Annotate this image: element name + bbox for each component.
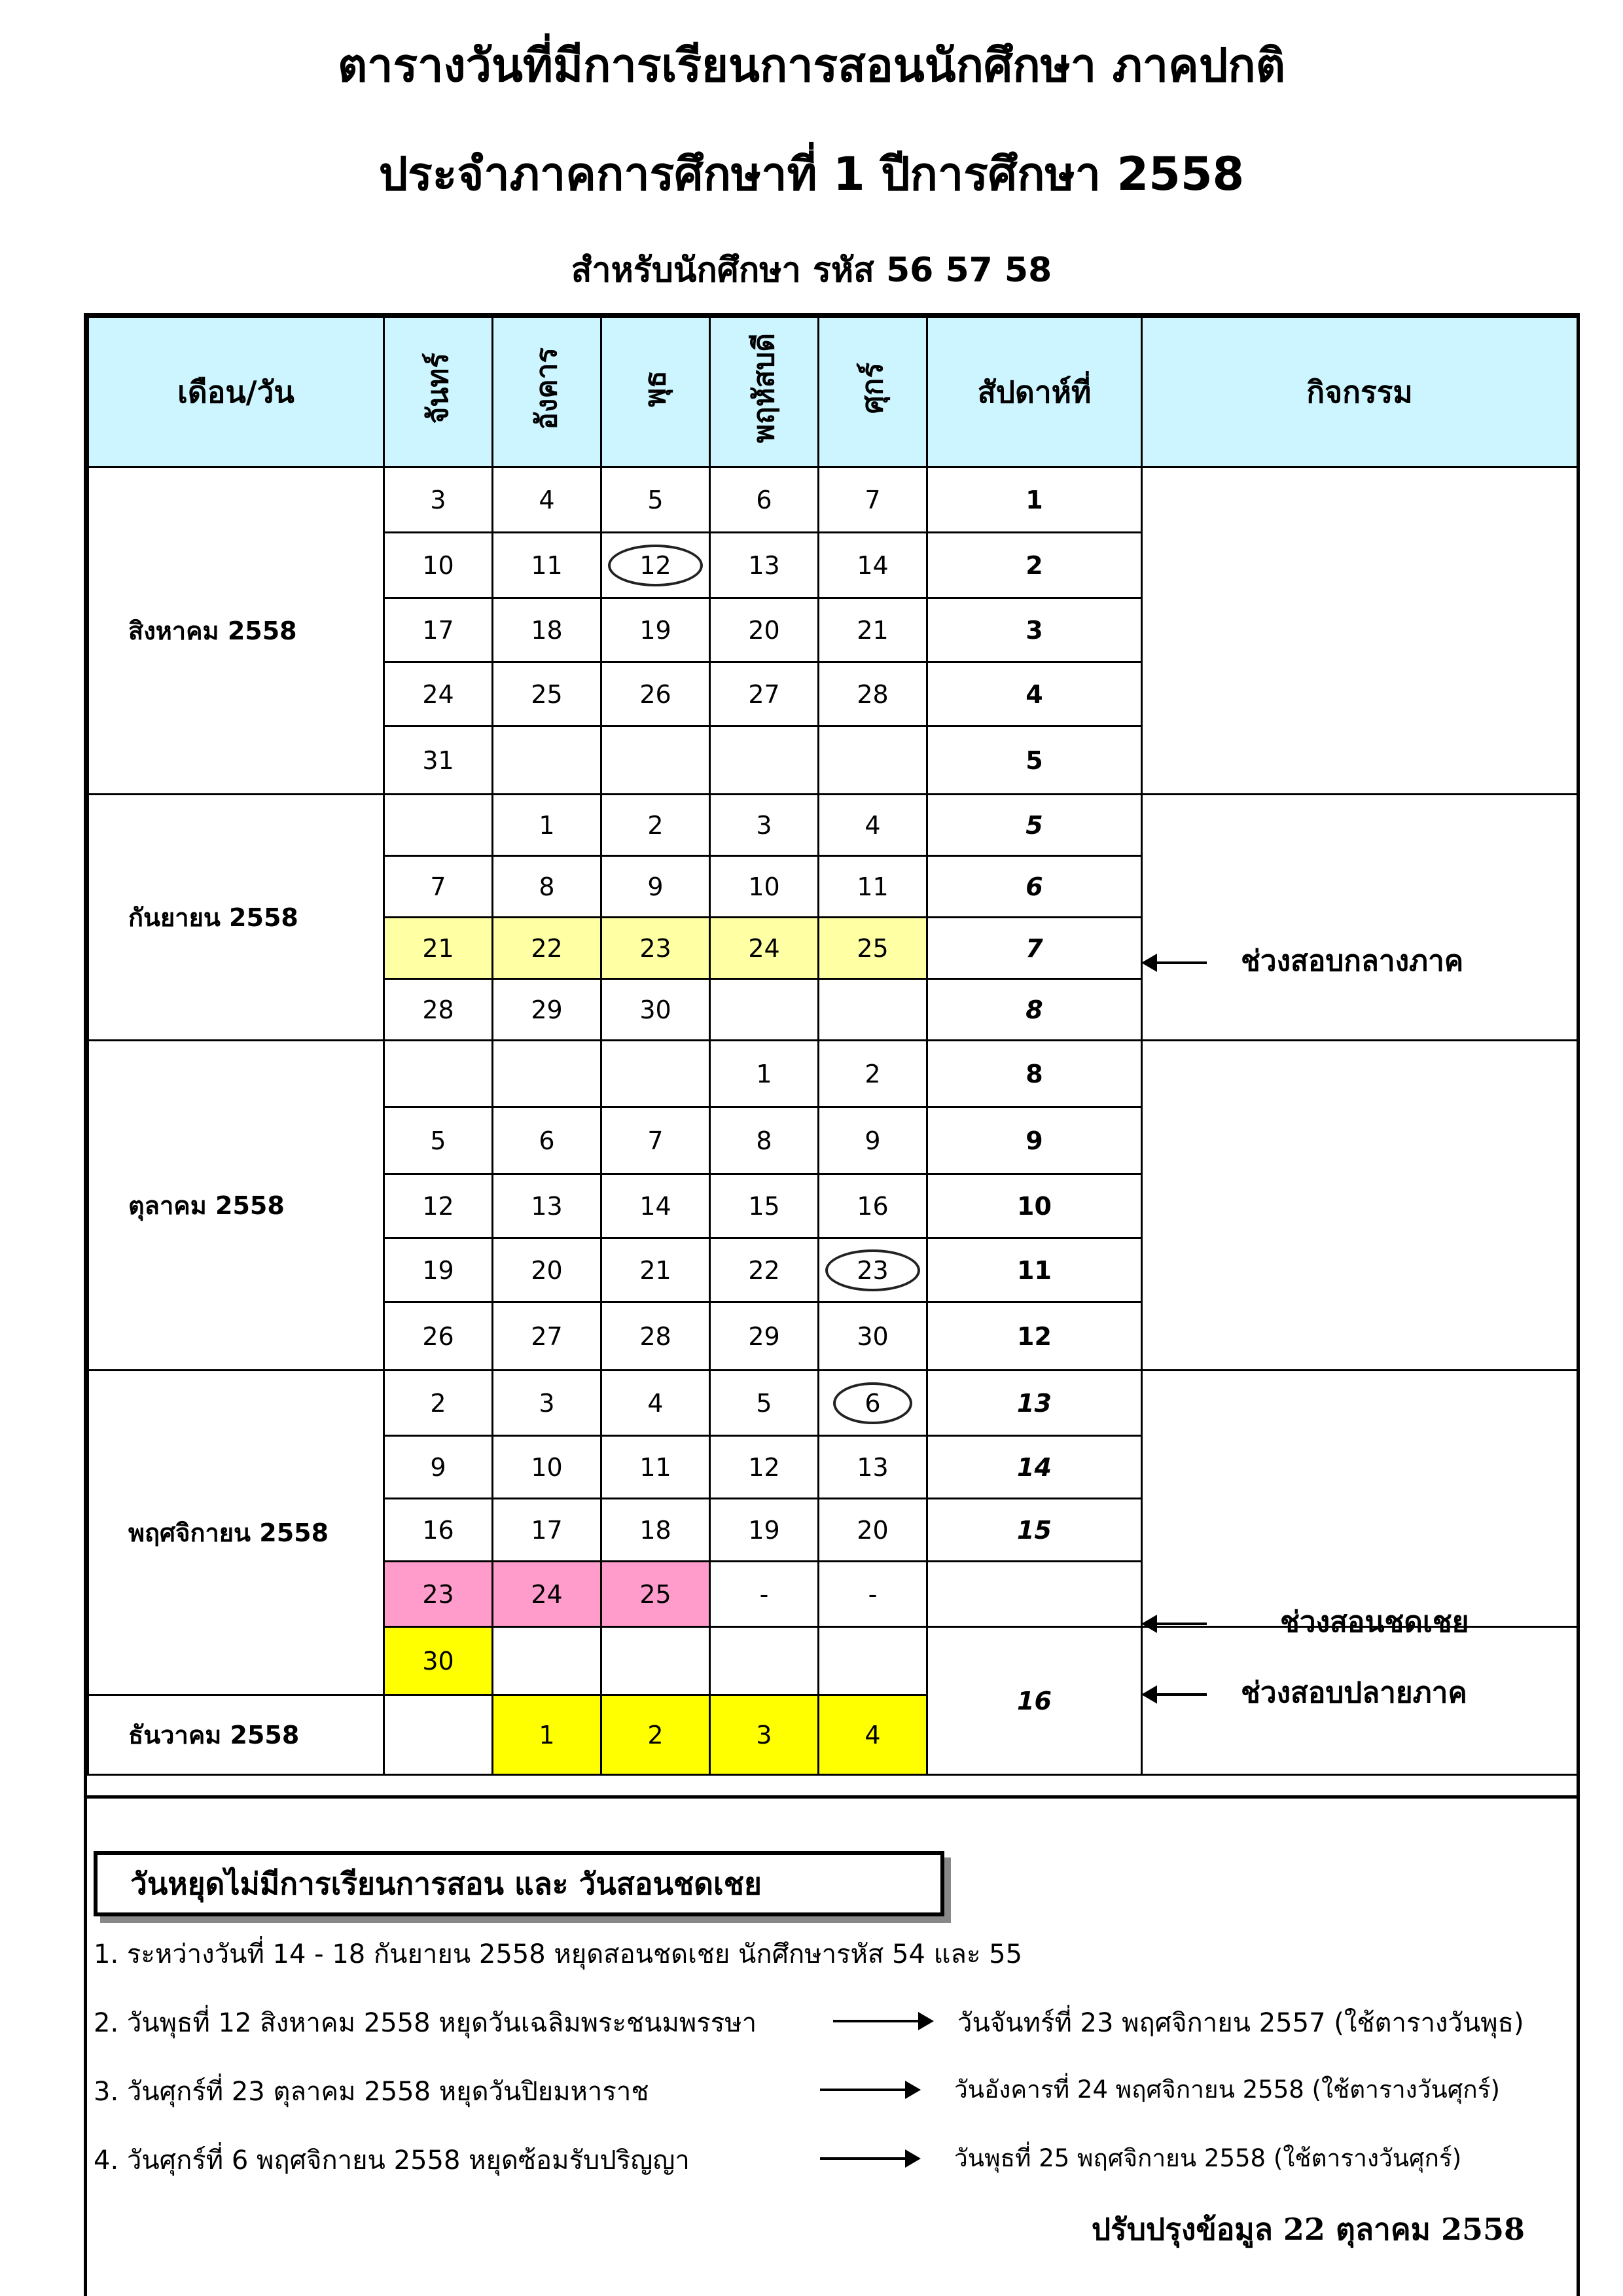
day-cell: 13 (819, 1436, 927, 1499)
month-label: ธันวาคม 2558 (88, 1695, 384, 1775)
day-cell: 9 (819, 1107, 927, 1174)
day-cell: 12 (384, 1174, 493, 1238)
day-cell: 5 (601, 467, 710, 533)
day-cell: 2 (819, 1041, 927, 1107)
day-cell: 1 (493, 795, 601, 856)
day-cell: 21 (384, 918, 493, 979)
activity-cell (1142, 1041, 1578, 1371)
day-cell: 30 (384, 1627, 493, 1695)
day-cell (384, 1695, 493, 1775)
day-cell: 27 (493, 1302, 601, 1371)
day-cell: 28 (601, 1302, 710, 1371)
day-cell: 14 (819, 533, 927, 598)
col-friday: ศุกร์ (819, 317, 927, 467)
month-label: ตุลาคม 2558 (88, 1041, 384, 1371)
day-cell: 11 (819, 856, 927, 918)
week-number: 9 (927, 1107, 1142, 1174)
day-cell: 17 (384, 598, 493, 662)
day-cell: 4 (819, 795, 927, 856)
day-cell (493, 726, 601, 795)
note-1: 1. ระหว่างวันที่ 14 - 18 กันยายน 2558 หยุดสอนชดเชย นักศึกษารหัส 54 และ 55 (94, 1939, 1023, 1969)
day-cell: 15 (710, 1174, 819, 1238)
week-number: 11 (927, 1238, 1142, 1302)
day-cell: 4 (493, 467, 601, 533)
week-number: 5 (927, 795, 1142, 856)
day-cell: - (710, 1562, 819, 1627)
page-title: ตารางวันที่มีการเรียนการสอนนักศึกษา ภาคปกติ (337, 39, 1286, 92)
day-cell: 29 (493, 979, 601, 1041)
day-cell: 31 (384, 726, 493, 795)
activity-cell (1142, 467, 1578, 795)
day-cell: 13 (493, 1174, 601, 1238)
day-cell: 7 (384, 856, 493, 918)
day-cell: 19 (710, 1499, 819, 1562)
week-number: 8 (927, 979, 1142, 1041)
day-cell: 23 (819, 1238, 927, 1302)
day-cell: 25 (601, 1562, 710, 1627)
day-cell (384, 1041, 493, 1107)
day-cell (601, 1041, 710, 1107)
day-cell: 8 (710, 1107, 819, 1174)
arrow-right-icon (820, 2157, 918, 2160)
day-cell: 22 (493, 918, 601, 979)
col-thursday: พฤหัสบดี (710, 317, 819, 467)
day-cell: - (819, 1562, 927, 1627)
day-cell: 17 (493, 1499, 601, 1562)
activity-cell (1142, 795, 1578, 1041)
week-number: 1 (927, 467, 1142, 533)
day-cell: 7 (601, 1107, 710, 1174)
col-month-day: เดือน/วัน (88, 317, 384, 467)
day-cell: 29 (710, 1302, 819, 1371)
week-number: 7 (927, 918, 1142, 979)
day-cell: 13 (710, 533, 819, 598)
day-cell: 8 (493, 856, 601, 918)
day-cell: 3 (493, 1371, 601, 1436)
day-cell: 1 (710, 1041, 819, 1107)
day-cell (493, 1627, 601, 1695)
day-cell: 27 (710, 662, 819, 726)
week-number: 16 (927, 1627, 1142, 1775)
day-cell: 3 (384, 467, 493, 533)
table-row (88, 795, 1578, 856)
day-cell: 19 (384, 1238, 493, 1302)
day-cell (819, 726, 927, 795)
day-cell: 20 (493, 1238, 601, 1302)
col-wednesday: พุธ (601, 317, 710, 467)
week-number: 3 (927, 598, 1142, 662)
day-cell: 30 (819, 1302, 927, 1371)
table-row (88, 1041, 1578, 1107)
makeup-arrow: ช่วงสอนชดเชย (1144, 1599, 1469, 1645)
table-row (88, 467, 1578, 533)
student-codes: สำหรับนักศึกษา รหัส 56 57 58 (571, 251, 1052, 290)
day-cell: 24 (710, 918, 819, 979)
arrow-right-icon (820, 2089, 918, 2091)
day-cell (819, 1627, 927, 1695)
day-cell: 2 (601, 1695, 710, 1775)
day-cell: 2 (601, 795, 710, 856)
day-cell: 11 (601, 1436, 710, 1499)
day-cell: 25 (819, 918, 927, 979)
day-cell (493, 1041, 601, 1107)
day-cell: 6 (493, 1107, 601, 1174)
day-cell: 5 (710, 1371, 819, 1436)
week-number: 13 (927, 1371, 1142, 1436)
day-cell: 10 (384, 533, 493, 598)
day-cell: 9 (601, 856, 710, 918)
week-number: 15 (927, 1499, 1142, 1562)
day-cell: 30 (601, 979, 710, 1041)
week-number: 10 (927, 1174, 1142, 1238)
day-cell: 24 (384, 662, 493, 726)
day-cell (710, 979, 819, 1041)
col-monday: จันทร์ (384, 317, 493, 467)
notes-heading: วันหยุดไม่มีการเรียนการสอน และ วันสอนชดเชย (94, 1851, 944, 1916)
header-row (88, 317, 1578, 467)
month-label: พฤศจิกายน 2558 (88, 1371, 384, 1695)
month-label: กันยายน 2558 (88, 795, 384, 1041)
day-cell: 1 (493, 1695, 601, 1775)
day-cell (710, 1627, 819, 1695)
day-cell: 10 (493, 1436, 601, 1499)
day-cell: 20 (710, 598, 819, 662)
last-updated: ปรับปรุงข้อมูล 22 ตุลาคม 2558 (1091, 2212, 1525, 2247)
day-cell: 14 (601, 1174, 710, 1238)
day-cell: 16 (819, 1174, 927, 1238)
day-cell: 18 (493, 598, 601, 662)
day-cell: 28 (819, 662, 927, 726)
col-activity: กิจกรรม (1142, 317, 1578, 467)
day-cell: 4 (819, 1695, 927, 1775)
day-cell: 3 (710, 1695, 819, 1775)
day-cell: 26 (384, 1302, 493, 1371)
day-cell (710, 726, 819, 795)
day-cell: 10 (710, 856, 819, 918)
day-cell: 22 (710, 1238, 819, 1302)
calendar-table (84, 313, 1580, 1799)
day-cell: 11 (493, 533, 601, 598)
day-cell: 26 (601, 662, 710, 726)
note-3: 3. วันศุกร์ที่ 23 ตุลาคม 2558 หยุดวันปิยมหาราช วันอังคารที่ 24 พฤศจิกายน 2558 (ใช้ตารางวันศุกร์) (94, 2075, 1500, 2107)
final-arrow: ช่วงสอบปลายภาค (1144, 1670, 1467, 1715)
arrow-right-icon (833, 2020, 931, 2022)
week-number: 5 (927, 726, 1142, 795)
page-subtitle: ประจำภาคการศึกษาที่ 1 ปีการศึกษา 2558 (378, 147, 1245, 201)
day-cell: 23 (384, 1562, 493, 1627)
day-cell: 20 (819, 1499, 927, 1562)
activity-cell (1142, 1371, 1578, 1627)
week-number: 4 (927, 662, 1142, 726)
day-cell: 7 (819, 467, 927, 533)
day-cell: 9 (384, 1436, 493, 1499)
day-cell (384, 795, 493, 856)
table-row (88, 1371, 1578, 1436)
day-cell (601, 1627, 710, 1695)
day-cell: 4 (601, 1371, 710, 1436)
day-cell: 5 (384, 1107, 493, 1174)
day-cell: 24 (493, 1562, 601, 1627)
week-number: 6 (927, 856, 1142, 918)
day-cell: 2 (384, 1371, 493, 1436)
day-cell: 23 (601, 918, 710, 979)
note-4: 4. วันศุกร์ที่ 6 พฤศจิกายน 2558 หยุดซ้อมรับปริญญา วันพุธที่ 25 พฤศจิกายน 2558 (ใช้ตารางวันศุกร์) (94, 2144, 1462, 2176)
day-cell: 12 (710, 1436, 819, 1499)
day-cell (819, 979, 927, 1041)
day-cell: 25 (493, 662, 601, 726)
month-label: สิงหาคม 2558 (88, 467, 384, 795)
week-number (927, 1562, 1142, 1627)
midterm-arrow: ช่วงสอบกลางภาค (1144, 938, 1463, 984)
week-number: 8 (927, 1041, 1142, 1107)
schedule-grid (87, 316, 1578, 1776)
day-cell: 12 (601, 533, 710, 598)
col-tuesday: อังคาร (493, 317, 601, 467)
day-cell: 6 (819, 1371, 927, 1436)
note-2: 2. วันพุธที่ 12 สิงหาคม 2558 หยุดวันเฉลิมพระชนมพรรษา วันจันทร์ที่ 23 พฤศจิกายน 2557 (ใช้ตารางวันพุธ) (94, 2008, 1524, 2038)
col-week: สัปดาห์ที่ (927, 317, 1142, 467)
week-number: 14 (927, 1436, 1142, 1499)
week-number: 12 (927, 1302, 1142, 1371)
day-cell: 3 (710, 795, 819, 856)
day-cell (601, 726, 710, 795)
day-cell: 6 (710, 467, 819, 533)
day-cell: 21 (819, 598, 927, 662)
day-cell: 16 (384, 1499, 493, 1562)
day-cell: 21 (601, 1238, 710, 1302)
day-cell: 19 (601, 598, 710, 662)
day-cell: 18 (601, 1499, 710, 1562)
day-cell: 28 (384, 979, 493, 1041)
week-number: 2 (927, 533, 1142, 598)
